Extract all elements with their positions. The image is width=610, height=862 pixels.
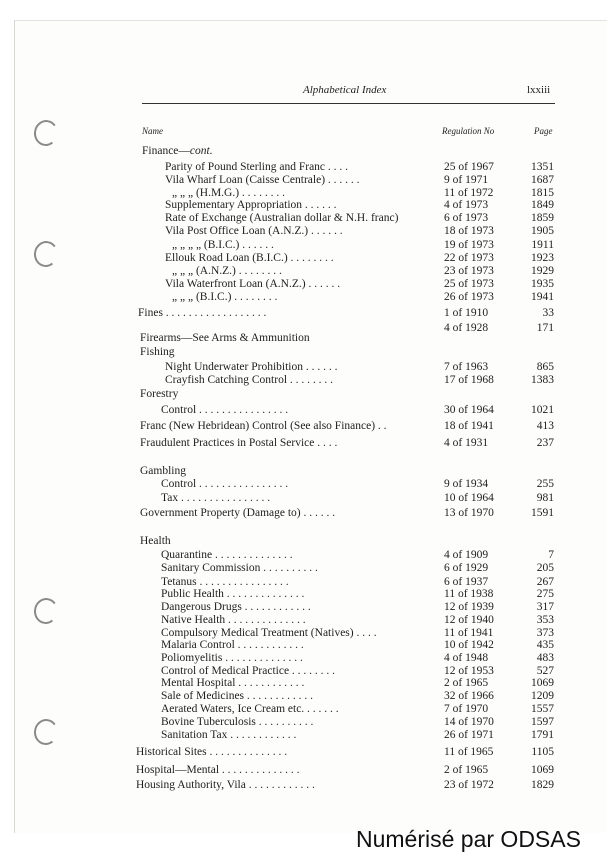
regulation-number: 2 of 1965 bbox=[444, 677, 489, 689]
index-row bbox=[0, 332, 610, 345]
index-row bbox=[0, 549, 610, 562]
page-reference: 1859 bbox=[531, 212, 554, 224]
entry-name: Bovine Tuberculosis . . . . . . . . . . bbox=[161, 716, 314, 728]
page-title: Alphabetical Index bbox=[303, 84, 387, 96]
entry-name: Hospital—Mental . . . . . . . . . . . . . . bbox=[136, 764, 300, 776]
entry-name: Tetanus . . . . . . . . . . . . . . . . bbox=[161, 576, 289, 588]
entry-name: Control of Medical Practice . . . . . . . . bbox=[161, 665, 336, 677]
page-reference: 373 bbox=[536, 627, 554, 639]
entry-name: Parity of Pound Sterling and Franc . . . . bbox=[165, 161, 349, 173]
watermark: Numérisé par ODSAS bbox=[356, 826, 581, 852]
index-row bbox=[0, 677, 610, 690]
index-row bbox=[0, 562, 610, 575]
column-header-regulation: Regulation No bbox=[442, 126, 495, 136]
entry-name: Dangerous Drugs . . . . . . . . . . . . bbox=[161, 601, 311, 613]
regulation-number: 32 of 1966 bbox=[444, 690, 494, 702]
regulation-number: 25 of 1967 bbox=[444, 161, 494, 173]
regulation-number: 6 of 1929 bbox=[444, 562, 489, 574]
regulation-number: 7 of 1963 bbox=[444, 361, 489, 373]
regulation-number: 9 of 1934 bbox=[444, 478, 489, 490]
index-row bbox=[0, 174, 610, 187]
page-reference: 435 bbox=[536, 639, 554, 651]
index-row bbox=[0, 145, 610, 158]
index-row bbox=[0, 252, 610, 265]
index-row bbox=[0, 614, 610, 627]
index-row bbox=[0, 161, 610, 174]
regulation-number: 22 of 1973 bbox=[444, 252, 494, 264]
index-row bbox=[0, 307, 610, 320]
index-row bbox=[0, 404, 610, 417]
entry-name: Control . . . . . . . . . . . . . . . . bbox=[161, 478, 289, 490]
entry-name: Finance—cont. bbox=[142, 145, 213, 157]
page-reference: 527 bbox=[536, 665, 554, 677]
page-reference: 353 bbox=[536, 614, 554, 626]
page-reference: 1021 bbox=[531, 404, 554, 416]
regulation-number: 12 of 1939 bbox=[444, 601, 494, 613]
regulation-number: 23 of 1973 bbox=[444, 265, 494, 277]
index-row bbox=[0, 199, 610, 212]
page-reference: 1923 bbox=[531, 252, 554, 264]
regulation-number: 12 of 1953 bbox=[444, 665, 494, 677]
entry-name: Fraudulent Practices in Postal Service . . . . bbox=[140, 437, 338, 449]
index-row bbox=[0, 746, 610, 759]
entry-name: Vila Wharf Loan (Caisse Centrale) . . . . . . bbox=[165, 174, 360, 186]
index-row bbox=[0, 212, 610, 225]
regulation-number: 26 of 1973 bbox=[444, 291, 494, 303]
regulation-number: 6 of 1973 bbox=[444, 212, 489, 224]
index-row bbox=[0, 437, 610, 450]
page-reference: 1935 bbox=[531, 278, 554, 290]
page-reference: 1105 bbox=[531, 746, 554, 758]
page-reference: 317 bbox=[536, 601, 554, 613]
entry-name: Gambling bbox=[140, 465, 186, 477]
index-row bbox=[0, 716, 610, 729]
entry-name: Fishing bbox=[140, 346, 175, 358]
entry-name: Sale of Medicines . . . . . . . . . . . . bbox=[161, 690, 314, 702]
page-reference: 1905 bbox=[531, 225, 554, 237]
page-reference: 865 bbox=[536, 361, 554, 373]
page-reference: 1829 bbox=[531, 779, 554, 791]
page-reference: 1929 bbox=[531, 265, 554, 277]
page-reference: 1597 bbox=[531, 716, 554, 728]
index-row bbox=[0, 374, 610, 387]
column-header-page: Page bbox=[534, 126, 553, 136]
regulation-number: 12 of 1940 bbox=[444, 614, 494, 626]
regulation-number: 18 of 1973 bbox=[444, 225, 494, 237]
page-reference: 1849 bbox=[531, 199, 554, 211]
entry-name: Historical Sites . . . . . . . . . . . . . . bbox=[136, 746, 288, 758]
page-reference: 171 bbox=[536, 322, 554, 334]
index-row bbox=[0, 507, 610, 520]
entry-name: Supplementary Appropriation . . . . . . bbox=[165, 199, 337, 211]
page-reference: 1911 bbox=[531, 239, 554, 251]
index-row bbox=[0, 703, 610, 716]
index-row bbox=[0, 588, 610, 601]
regulation-number: 18 of 1941 bbox=[444, 420, 494, 432]
index-row bbox=[0, 779, 610, 792]
regulation-number: 17 of 1968 bbox=[444, 374, 494, 386]
page-reference: 413 bbox=[536, 420, 554, 432]
index-row bbox=[0, 361, 610, 374]
page-reference: 33 bbox=[542, 307, 554, 319]
index-row bbox=[0, 492, 610, 505]
index-row bbox=[0, 764, 610, 777]
index-row bbox=[0, 478, 610, 491]
entry-name: Forestry bbox=[140, 388, 179, 400]
regulation-number: 11 of 1972 bbox=[444, 187, 494, 199]
regulation-number: 14 of 1970 bbox=[444, 716, 494, 728]
page-reference: 7 bbox=[548, 549, 554, 561]
entry-name: Quarantine . . . . . . . . . . . . . . bbox=[161, 549, 293, 561]
regulation-number: 6 of 1937 bbox=[444, 576, 489, 588]
regulation-number: 11 of 1938 bbox=[444, 588, 494, 600]
page-reference: 267 bbox=[536, 576, 554, 588]
entry-name: Native Health . . . . . . . . . . . . . . bbox=[161, 614, 306, 626]
entry-name: Vila Waterfront Loan (A.N.Z.) . . . . . . bbox=[165, 278, 341, 290]
page-reference: 1815 bbox=[531, 187, 554, 199]
entry-name: Sanitation Tax . . . . . . . . . . . . bbox=[161, 729, 297, 741]
entry-name: Aerated Waters, Ice Cream etc. . . . . . . bbox=[161, 703, 339, 715]
regulation-number: 10 of 1964 bbox=[444, 492, 494, 504]
index-row bbox=[0, 388, 610, 401]
regulation-number: 26 of 1971 bbox=[444, 729, 494, 741]
regulation-number: 2 of 1965 bbox=[444, 764, 489, 776]
page-reference: 1069 bbox=[531, 764, 554, 776]
entry-name: Compulsory Medical Treatment (Natives) . . . . bbox=[161, 627, 377, 639]
page-reference: 1557 bbox=[531, 703, 554, 715]
index-row bbox=[0, 690, 610, 703]
regulation-number: 10 of 1942 bbox=[444, 639, 494, 651]
regulation-number: 25 of 1973 bbox=[444, 278, 494, 290]
regulation-number: 11 of 1965 bbox=[444, 746, 494, 758]
page-reference: 483 bbox=[536, 652, 554, 664]
regulation-number: 13 of 1970 bbox=[444, 507, 494, 519]
entry-name: Ellouk Road Loan (B.I.C.) . . . . . . . . bbox=[165, 252, 334, 264]
entry-name: Mental Hospital . . . . . . . . . . . . bbox=[161, 677, 305, 689]
regulation-number: 4 of 1928 bbox=[444, 322, 489, 334]
entry-name: Malaria Control . . . . . . . . . . . . bbox=[161, 639, 304, 651]
page-reference: 1941 bbox=[531, 291, 554, 303]
entry-name: Night Underwater Prohibition . . . . . . bbox=[165, 361, 338, 373]
page-reference: 205 bbox=[536, 562, 554, 574]
entry-name: Fines . . . . . . . . . . . . . . . . . . bbox=[138, 307, 267, 319]
regulation-number: 4 of 1909 bbox=[444, 549, 489, 561]
entry-name: Housing Authority, Vila . . . . . . . . . . . . bbox=[136, 779, 315, 791]
entry-name: „ „ „ (H.M.G.) . . . . . . . . bbox=[172, 187, 286, 199]
index-row bbox=[0, 278, 610, 291]
header-divider bbox=[142, 103, 555, 104]
regulation-number: 4 of 1973 bbox=[444, 199, 489, 211]
entry-name: Health bbox=[140, 535, 171, 547]
index-row bbox=[0, 225, 610, 238]
page-reference: 237 bbox=[536, 437, 554, 449]
page-reference: 1383 bbox=[531, 374, 554, 386]
regulation-number: 4 of 1948 bbox=[444, 652, 489, 664]
page-reference: 1209 bbox=[531, 690, 554, 702]
page-reference: 1069 bbox=[531, 677, 554, 689]
entry-name: „ „ „ (B.I.C.) . . . . . . . . bbox=[172, 291, 278, 303]
index-row bbox=[0, 652, 610, 665]
index-row bbox=[0, 265, 610, 278]
page-reference: 1791 bbox=[531, 729, 554, 741]
page-reference: 1687 bbox=[531, 174, 554, 186]
index-row bbox=[0, 535, 610, 548]
entry-name: Public Health . . . . . . . . . . . . . . bbox=[161, 588, 305, 600]
index-row bbox=[0, 346, 610, 359]
regulation-number: 30 of 1964 bbox=[444, 404, 494, 416]
index-row bbox=[0, 729, 610, 742]
regulation-number: 11 of 1941 bbox=[444, 627, 494, 639]
entry-name: Government Property (Damage to) . . . . . . bbox=[140, 507, 336, 519]
regulation-number: 19 of 1973 bbox=[444, 239, 494, 251]
entry-name: Control . . . . . . . . . . . . . . . . bbox=[161, 404, 289, 416]
index-row bbox=[0, 465, 610, 478]
entry-name: „ „ „ (A.N.Z.) . . . . . . . . bbox=[172, 265, 282, 277]
entry-name: Firearms—See Arms & Ammunition bbox=[140, 332, 310, 344]
regulation-number: 9 of 1971 bbox=[444, 174, 489, 186]
entry-name: Franc (New Hebridean) Control (See also Finance) . . bbox=[140, 420, 387, 432]
column-header-name: Name bbox=[142, 126, 163, 136]
index-row bbox=[0, 420, 610, 433]
index-row bbox=[0, 601, 610, 614]
page-reference: 275 bbox=[536, 588, 554, 600]
regulation-number: 4 of 1931 bbox=[444, 437, 489, 449]
page-reference: 1591 bbox=[531, 507, 554, 519]
page-reference: 255 bbox=[536, 478, 554, 490]
page-reference: 981 bbox=[536, 492, 554, 504]
index-row bbox=[0, 291, 610, 304]
index-row bbox=[0, 639, 610, 652]
entry-name: Rate of Exchange (Australian dollar & N.H. franc) bbox=[165, 212, 399, 224]
entry-name: Tax . . . . . . . . . . . . . . . . bbox=[161, 492, 271, 504]
page-reference: 1351 bbox=[531, 161, 554, 173]
regulation-number: 23 of 1972 bbox=[444, 779, 494, 791]
entry-name: Crayfish Catching Control . . . . . . . . bbox=[165, 374, 334, 386]
entry-name: Vila Post Office Loan (A.N.Z.) . . . . . . bbox=[165, 225, 343, 237]
page-number: lxxiii bbox=[527, 84, 551, 96]
regulation-number: 1 of 1910 bbox=[444, 307, 489, 319]
entry-name: Sanitary Commission . . . . . . . . . . bbox=[161, 562, 318, 574]
regulation-number: 7 of 1970 bbox=[444, 703, 489, 715]
entry-name: Poliomyelitis . . . . . . . . . . . . . . bbox=[161, 652, 303, 664]
entry-name: „ „ „ „ (B.I.C.) . . . . . . bbox=[172, 239, 274, 251]
index-row bbox=[0, 239, 610, 252]
